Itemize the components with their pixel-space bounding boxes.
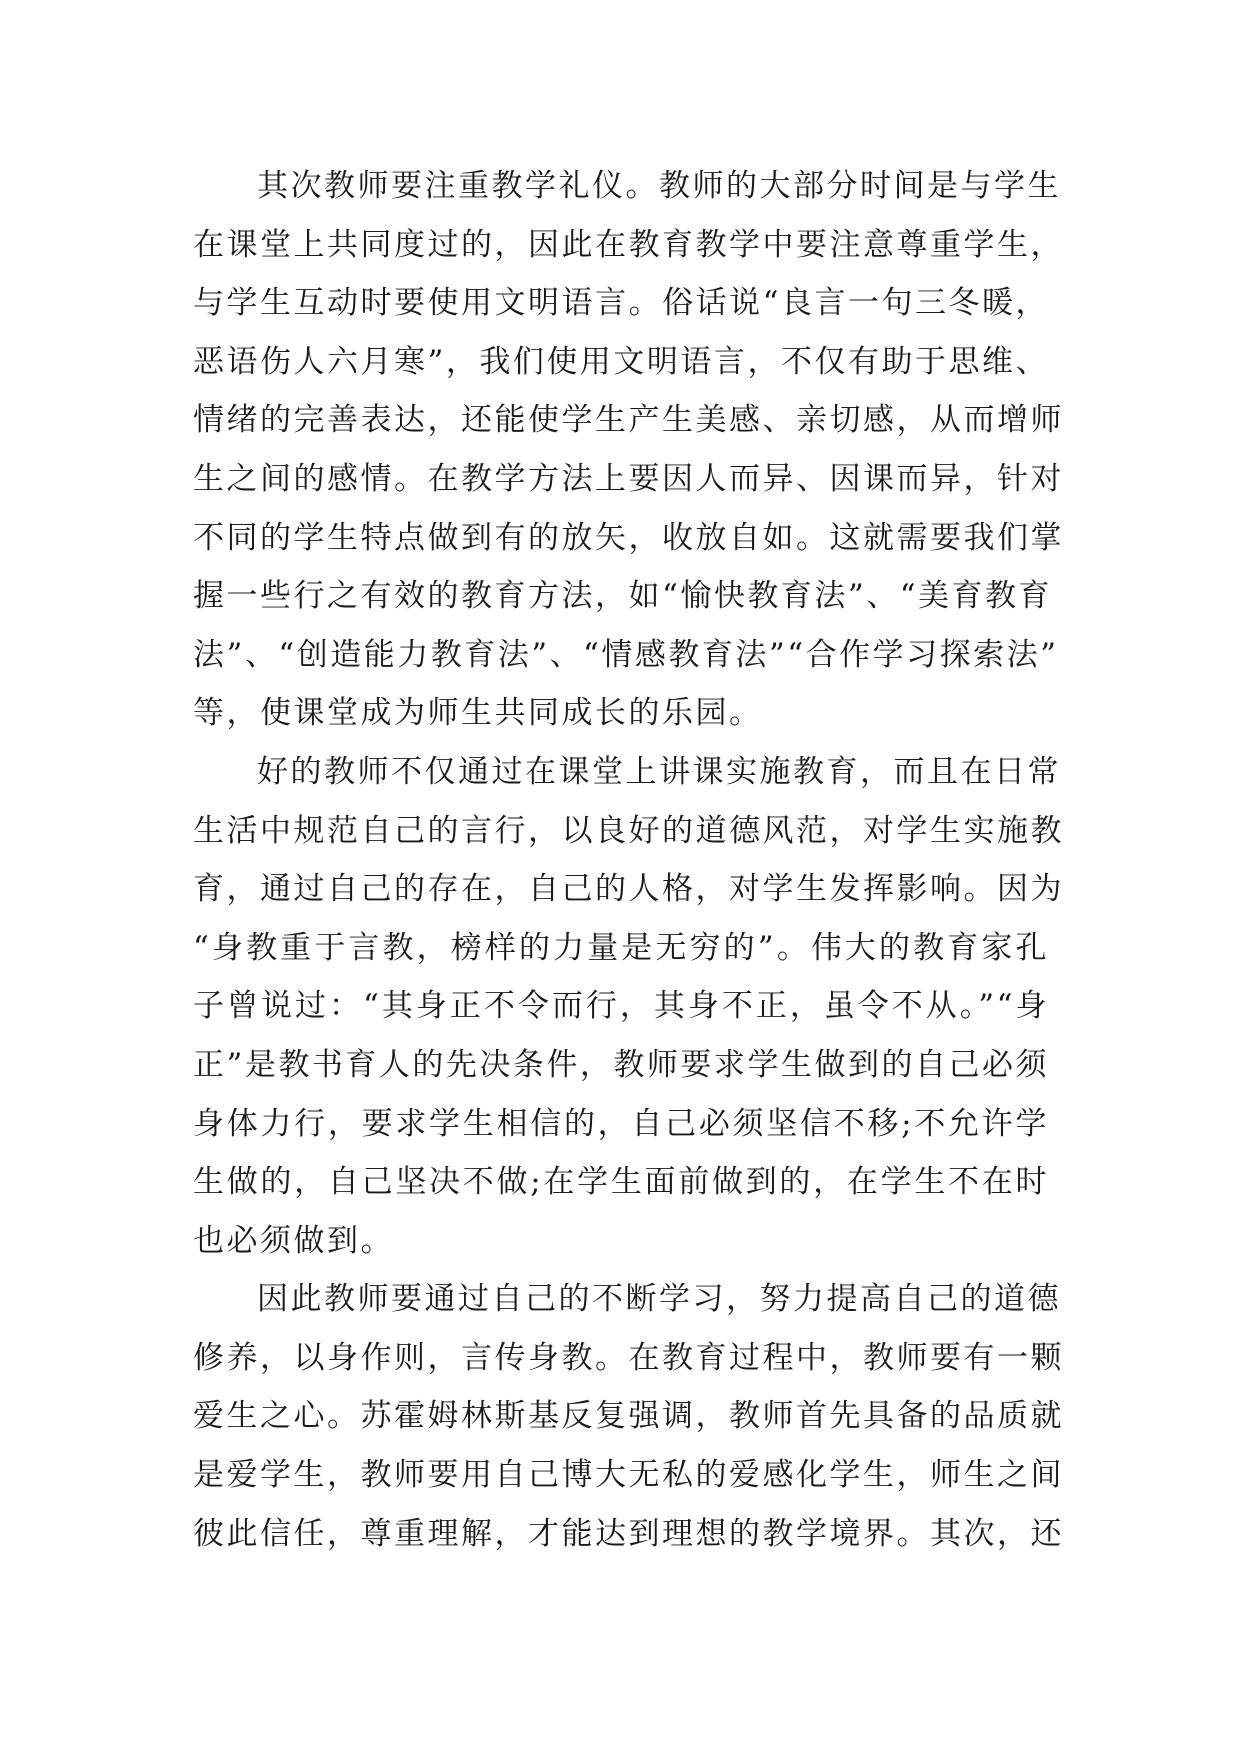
document-body bbox=[193, 157, 1064, 1563]
text-line: 是爱学生，教师要用自己博大无私的爱感化学生，师生之间 bbox=[193, 1457, 1064, 1494]
text-line: 生做的，自己坚决不做;在学生面前做到的，在学生不在时 bbox=[193, 1164, 1049, 1201]
text-line: 不同的学生特点做到有的放矢，收放自如。这就需要我们掌 bbox=[193, 519, 1064, 556]
text-line: 生活中规范自己的言行，以良好的道德风范，对学生实施教 bbox=[193, 812, 1064, 849]
text-line: “身教重于言教，榜样的力量是无穷的”。伟大的教育家孔 bbox=[193, 929, 1049, 966]
text-line: 爱生之心。苏霍姆林斯基反复强调，教师首先具备的品质就 bbox=[193, 1398, 1064, 1435]
paragraph-first-line: 好的教师不仅通过在课堂上讲课实施教育，而且在日常 bbox=[257, 753, 1061, 790]
text-line: 彼此信任，尊重理解，才能达到理想的教学境界。其次，还 bbox=[193, 1515, 1064, 1552]
text-line: 法”、“创造能力教育法”、“情感教育法”“合作学习探索法” bbox=[193, 636, 1059, 673]
text-line: 育，通过自己的存在，自己的人格，对学生发挥影响。因为 bbox=[193, 871, 1064, 908]
text-line: 子曾说过：“其身正不令而行，其身不正，虽令不从。”“身 bbox=[193, 988, 1049, 1025]
text-line: 与学生互动时要使用文明语言。俗话说“良言一句三冬暖， bbox=[193, 285, 1049, 322]
text-line: 也必须做到。 bbox=[193, 1222, 394, 1259]
text-line: 生之间的感情。在教学方法上要因人而异、因课而异，针对 bbox=[193, 460, 1064, 497]
paragraph-first-line: 其次教师要注重教学礼仪。教师的大部分时间是与学生 bbox=[257, 168, 1061, 204]
text-line: 握一些行之有效的教育方法，如“愉快教育法”、“美育教育 bbox=[193, 578, 1053, 615]
paragraph-first-line: 因此教师要通过自己的不断学习，努力提高自己的道德 bbox=[257, 1281, 1061, 1318]
text-line: 恶语伤人六月寒”，我们使用文明语言，不仅有助于思维、 bbox=[193, 343, 1049, 380]
text-line: 在课堂上共同度过的，因此在教育教学中要注意尊重学生， bbox=[193, 226, 1064, 263]
text-line: 修养，以身作则，言传身教。在教育过程中，教师要有一颗 bbox=[193, 1339, 1064, 1376]
text-line: 身体力行，要求学生相信的，自己必须坚信不移;不允许学 bbox=[193, 1105, 1049, 1142]
text-line: 正”是教书育人的先决条件，教师要求学生做到的自己必须 bbox=[193, 1046, 1049, 1083]
text-line: 等，使课堂成为师生共同成长的乐园。 bbox=[193, 695, 763, 732]
text-line: 情绪的完善表达，还能使学生产生美感、亲切感，从而增师 bbox=[193, 402, 1064, 439]
